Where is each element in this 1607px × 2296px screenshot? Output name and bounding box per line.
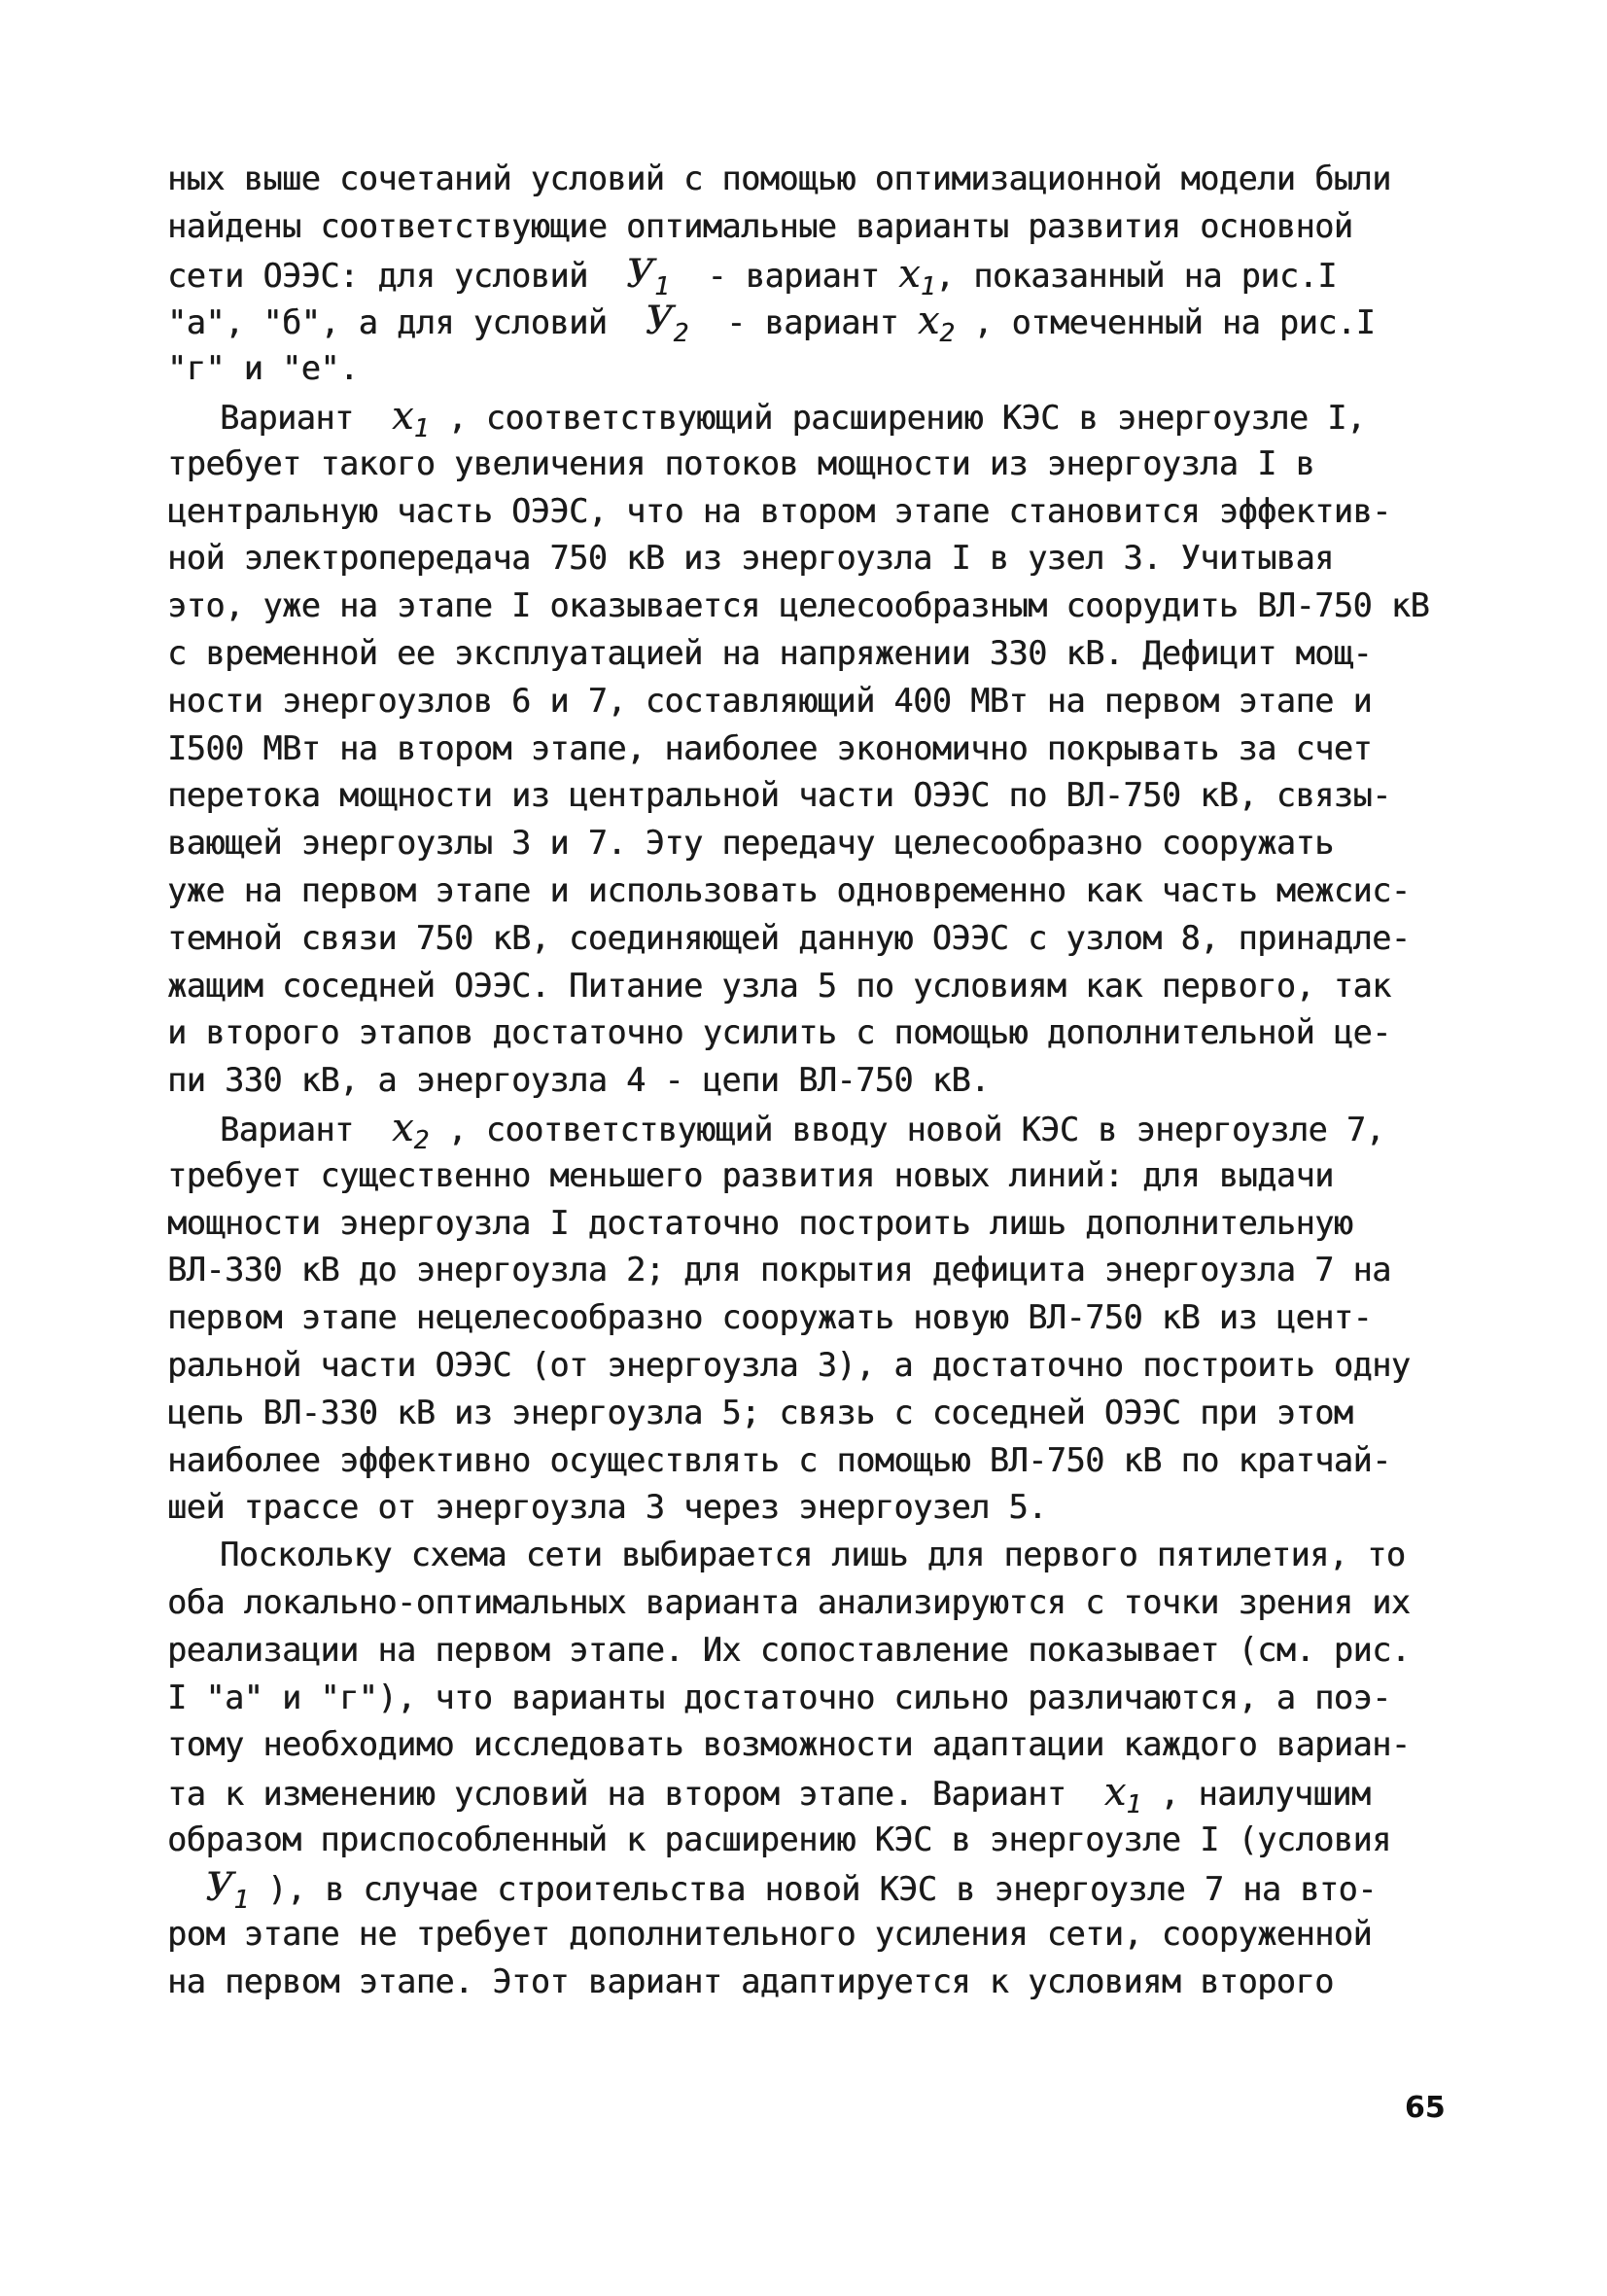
text-line xyxy=(167,725,1475,773)
text-run: на первом этапе. Этот вариант адаптируется к условиям второго xyxy=(167,1962,1334,2001)
text-run: I500 МВт на втором этапе, наиболее экономично покрывать за счет xyxy=(167,728,1373,767)
text-run: тому необходимо исследовать возможности адаптации каждого вариан- xyxy=(167,1725,1411,1764)
text-line xyxy=(167,345,1475,393)
text-line xyxy=(167,820,1475,867)
text-line xyxy=(167,1721,1475,1769)
math-variable: У xyxy=(645,299,674,344)
text-line xyxy=(167,1057,1475,1105)
text-run: Вариант xyxy=(220,1110,393,1148)
text-run: требует существенно меньшего развития новых линий: для выдачи xyxy=(167,1155,1334,1194)
text-run: центральную часть ОЭЭС, что на втором этапе становится эффектив- xyxy=(167,491,1391,530)
text-run: "а", "б", а для условий xyxy=(167,303,646,342)
text-line xyxy=(167,772,1475,820)
text-run: I "а" и "г"), что варианты достаточно сильно различаются, а поэ- xyxy=(167,1678,1391,1716)
text-run: ральной части ОЭЭС (от энергоузла 3), а достаточно построить одну xyxy=(167,1345,1411,1384)
text-line xyxy=(167,630,1475,678)
text-line xyxy=(167,963,1475,1010)
text-run: , наилучшим xyxy=(1140,1775,1371,1814)
text-line xyxy=(167,1200,1475,1248)
text-line xyxy=(167,1152,1475,1200)
text-line xyxy=(167,1342,1475,1390)
text-run: ром этапе не требует дополнительного усиления сети, сооруженной xyxy=(167,1915,1373,1954)
text-run: с временной ее эксплуатацией на напряжении 330 кВ. Дефицит мощ- xyxy=(167,633,1373,672)
text-line xyxy=(167,1769,1475,1820)
text-line xyxy=(167,1817,1475,1864)
text-run: , отмеченный на рис.I xyxy=(954,303,1376,342)
text-line xyxy=(167,535,1475,583)
text-run: ности энергоузлов 6 и 7, составляющий 400 МВт на первом этапе и xyxy=(167,681,1373,720)
text-line xyxy=(167,1627,1475,1675)
text-run: , показанный на рис.I xyxy=(934,256,1337,295)
body-text xyxy=(167,156,1475,2006)
text-line xyxy=(167,203,1475,251)
text-run: , соответствующий расширению КЭС в энергоузле I, xyxy=(428,398,1366,437)
math-subscript: 1 xyxy=(1126,1790,1141,1820)
math-variable: x xyxy=(392,1105,414,1150)
text-run: Поскольку схема сети выбирается лишь для первого пятилетия, то xyxy=(220,1536,1406,1574)
math-subscript: 1 xyxy=(653,271,670,301)
math-subscript: 1 xyxy=(233,1885,249,1915)
text-line xyxy=(167,678,1475,725)
text-run: цепь ВЛ-330 кВ из энергоузла 5; связь с соседней ОЭЭС при этом xyxy=(167,1393,1353,1431)
text-line xyxy=(167,441,1475,488)
text-line xyxy=(167,1864,1475,1915)
math-subscript: 2 xyxy=(939,319,955,349)
text-run: пи 330 кВ, а энергоузла 4 - цепи ВЛ-750 кВ. xyxy=(167,1061,990,1100)
text-run: найдены соответствующие оптимальные варианты развития основной xyxy=(167,206,1353,245)
text-line xyxy=(167,583,1475,630)
math-variable: У xyxy=(205,1864,234,1910)
text-run: вающей энергоузлы 3 и 7. Эту передачу целесообразно сооружать xyxy=(167,824,1334,863)
text-line xyxy=(167,251,1475,299)
text-line xyxy=(167,488,1475,536)
text-run xyxy=(167,1870,205,1908)
text-run: ных выше сочетаний условий с помощью оптимизационной модели были xyxy=(167,159,1391,197)
text-run: наиболее эффективно осуществлять с помощью ВЛ-750 кВ по кратчай- xyxy=(167,1440,1391,1479)
text-run: - вариант xyxy=(669,256,899,295)
math-variable: x xyxy=(898,251,921,297)
text-run: ной электропередача 750 кВ из энергоузла I в узел 3. Учитывая xyxy=(167,539,1334,578)
text-line xyxy=(167,1294,1475,1342)
text-run: требует такого увеличения потоков мощности из энергоузла I в xyxy=(167,443,1315,482)
text-run: жащим соседней ОЭЭС. Питание узла 5 по условиям как первого, так xyxy=(167,966,1391,1005)
text-line xyxy=(167,156,1475,203)
text-run: Вариант xyxy=(220,398,393,437)
text-run: ), в случае строительства новой КЭС в энергоузле 7 на вто- xyxy=(248,1869,1377,1908)
text-run: ВЛ-330 кВ до энергоузла 2; для покрытия дефицита энергоузла 7 на xyxy=(167,1251,1391,1289)
text-line xyxy=(167,393,1475,441)
text-line xyxy=(167,1009,1475,1057)
text-run: первом этапе нецелесообразно сооружать новую ВЛ-750 кВ из цент- xyxy=(167,1298,1373,1337)
text-line xyxy=(167,1532,1475,1579)
math-variable: У xyxy=(626,251,654,297)
math-subscript: 1 xyxy=(413,413,429,443)
text-run: образом приспособленный к расширению КЭС в энергоузле I (условия xyxy=(167,1819,1391,1858)
text-run: , соответствующий вводу новой КЭС в энергоузле 7, xyxy=(428,1110,1385,1148)
text-line xyxy=(167,1390,1475,1437)
text-run: сети ОЭЭС: для условий xyxy=(167,256,627,295)
text-line xyxy=(167,915,1475,963)
text-line xyxy=(167,298,1475,349)
math-subscript: 2 xyxy=(673,319,688,349)
text-line xyxy=(167,1437,1475,1485)
text-run: мощности энергоузла I достаточно построить лишь дополнительную xyxy=(167,1203,1353,1242)
math-variable: x xyxy=(917,299,940,344)
text-line xyxy=(167,1105,1475,1155)
text-line xyxy=(167,867,1475,915)
text-run: - вариант xyxy=(687,303,918,342)
text-run: и второго этапов достаточно усилить с помощью дополнительной це- xyxy=(167,1013,1391,1052)
text-run: это, уже на этапе I оказывается целесообразным соорудить ВЛ-750 кВ xyxy=(167,586,1430,625)
text-run: оба локально-оптимальных варианта анализируются с точки зрения их xyxy=(167,1582,1411,1621)
text-line xyxy=(167,1959,1475,2006)
text-run: темной связи 750 кВ, соединяющей данную ОЭЭС с узлом 8, принадле- xyxy=(167,918,1411,957)
math-subscript: 1 xyxy=(920,271,935,301)
math-subscript: 2 xyxy=(413,1125,429,1155)
text-run: "г" и "е". xyxy=(167,349,359,388)
text-run: перетока мощности из центральной части ОЭЭС по ВЛ-750 кВ, связы- xyxy=(167,776,1391,815)
text-run: шей трассе от энергоузла 3 через энергоузел 5. xyxy=(167,1488,1047,1527)
text-line xyxy=(167,1911,1475,1959)
text-line xyxy=(167,1247,1475,1294)
text-run: реализации на первом этапе. Их сопоставление показывает (см. рис. xyxy=(167,1630,1411,1669)
text-line xyxy=(167,1675,1475,1722)
text-run: уже на первом этапе и использовать одновременно как часть межсис- xyxy=(167,870,1411,909)
text-run: та к изменению условий на втором этапе. Вариант xyxy=(167,1775,1104,1814)
text-line xyxy=(167,1579,1475,1627)
math-variable: x xyxy=(392,393,414,439)
math-variable: x xyxy=(1103,1770,1127,1816)
text-line xyxy=(167,1484,1475,1532)
page-number: 65 xyxy=(1405,2091,1446,2125)
